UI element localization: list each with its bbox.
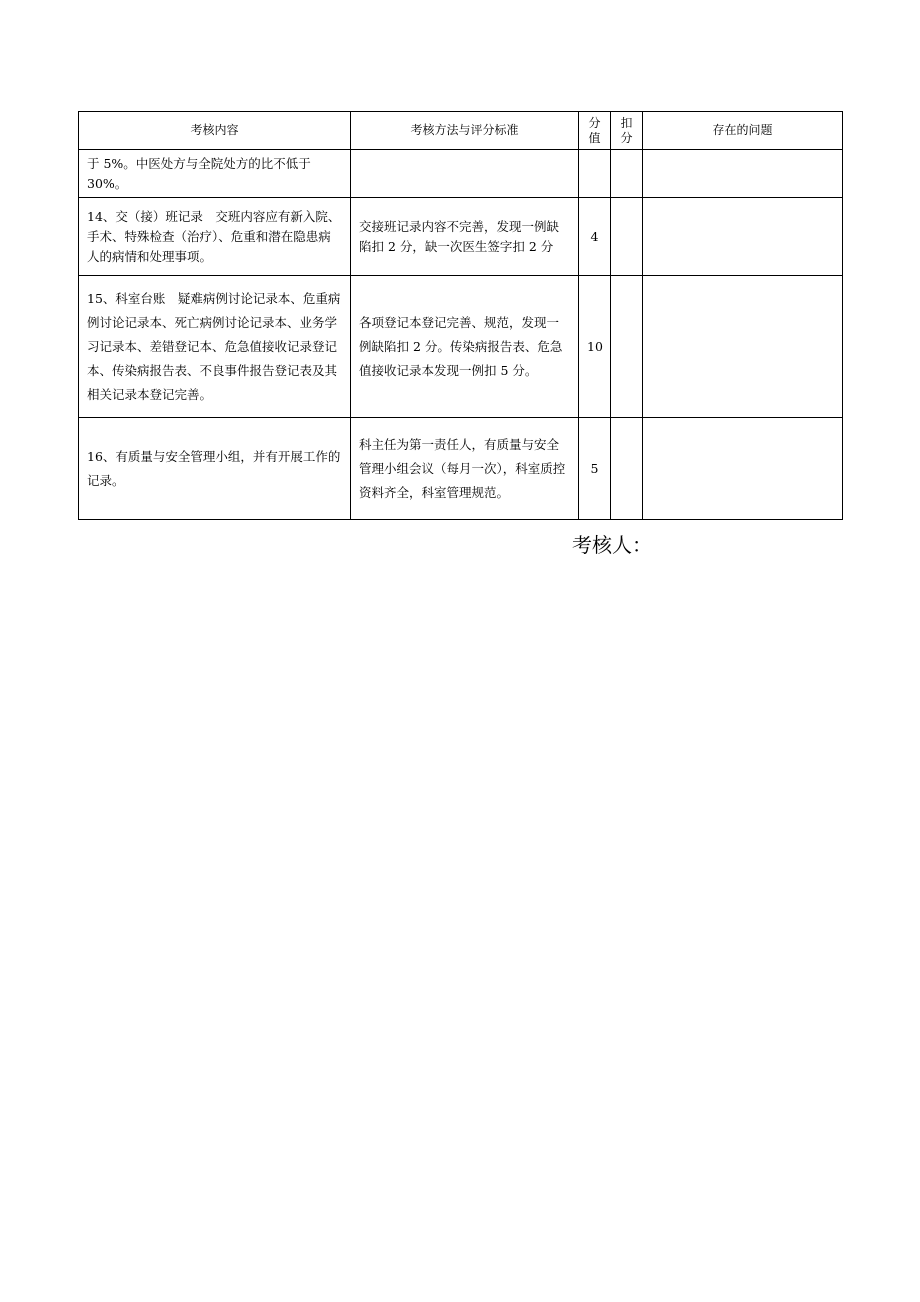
table-row — [79, 198, 843, 276]
header-issues: 存在的问题 — [643, 112, 843, 150]
header-method: 考核方法与评分标准 — [351, 112, 579, 150]
row-issues — [643, 198, 843, 276]
header-score: 分 值 — [579, 112, 611, 150]
assessment-table — [78, 111, 843, 520]
table-row — [79, 418, 843, 520]
row-method: 交接班记录内容不完善，发现一例缺陷扣 2 分，缺一次医生签字扣 2 分 — [351, 198, 579, 276]
row-score: 10 — [579, 276, 611, 418]
row-deduct — [611, 198, 643, 276]
row-method — [351, 150, 579, 198]
row-content: 14、交（接）班记录 交班内容应有新入院、手术、特殊检查（治疗）、危重和潜在隐患病人的病情和处理事项。 — [79, 198, 351, 276]
row-content: 16、有质量与安全管理小组，并有开展工作的记录。 — [79, 418, 351, 520]
row-method: 科主任为第一责任人，有质量与安全管理小组会议（每月一次），科室质控资料齐全，科室管理规范。 — [351, 418, 579, 520]
row-deduct — [611, 150, 643, 198]
row-score — [579, 150, 611, 198]
table-row — [79, 150, 843, 198]
row-issues — [643, 276, 843, 418]
row-score: 4 — [579, 198, 611, 276]
row-score: 5 — [579, 418, 611, 520]
row-deduct — [611, 276, 643, 418]
row-issues — [643, 418, 843, 520]
row-content: 15、科室台账 疑难病例讨论记录本、危重病例讨论记录本、死亡病例讨论记录本、业务学习记录本、差错登记本、危急值接收记录登记本、传染病报告表、不良事件报告登记表及其相关记录本登记完善。 — [79, 276, 351, 418]
row-deduct — [611, 418, 643, 520]
header-content: 考核内容 — [79, 112, 351, 150]
header-deduct: 扣 分 — [611, 112, 643, 150]
table-row — [79, 276, 843, 418]
row-issues — [643, 150, 843, 198]
row-method: 各项登记本登记完善、规范，发现一例缺陷扣 2 分。传染病报告表、危急值接收记录本发现一例扣 5 分。 — [351, 276, 579, 418]
row-content: 于 5%。中医处方与全院处方的比不低于 30%。 — [79, 150, 351, 198]
reviewer-label: 考核人： — [572, 533, 652, 557]
table-header-row — [79, 112, 843, 150]
